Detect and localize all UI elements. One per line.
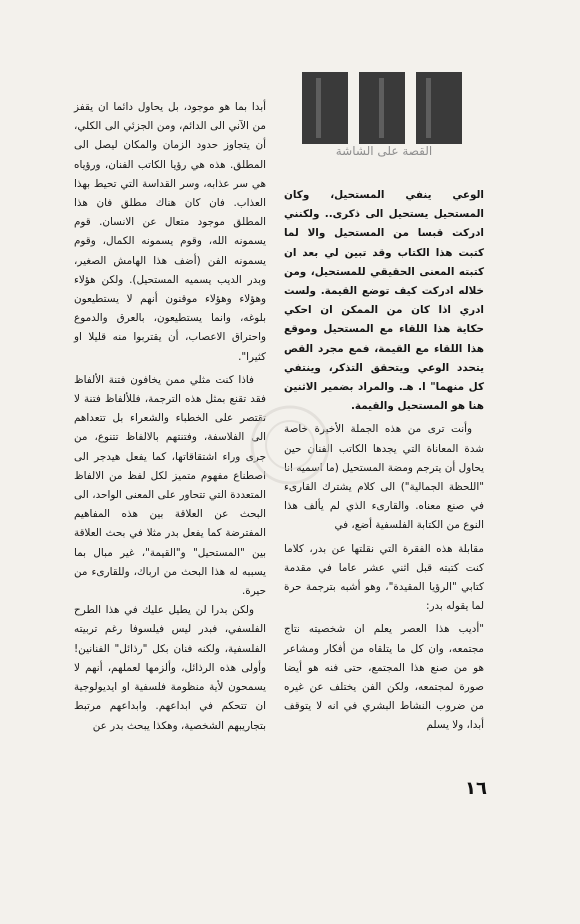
section-header-graphic — [302, 72, 462, 144]
paragraph: فاذا كنت مثلي ممن يخافون فتنة الألفاظ فقد تقنع بمثل هذه الترجمة، فللألفاظ فتنة لا تقتصر على الخطباء والشعراء بل تتعداهم الى الفلاسفة، وفتنتهم بالالفاظ تتنوع، من جرى وراء اشتقاقاتها، كما يفعل هيدجر الى اصطناع مفهوم متميز لكل لفظ من الالفاظ المتعددة التي تتحاور على المعنى الواحد، الى البحث عن العلاقة بين هذه المفاهيم المفترضة كما يفعل بدر مثلا في بحث العلاقة بين "المستحيل" و"القيمة"، غير مبال بما يسببه له هذا البحث من ارباك، وللقارىء من حيرة. — [74, 373, 266, 598]
left-column — [74, 98, 266, 736]
header-bar — [359, 72, 405, 144]
quote-paragraph: "أديب هذا العصر يعلم ان شخصيته نتاج مجتمعه، وان كل ما يتلقاه من أفكار ومشاعر هو من صنع هذا المجتمع، حتى فنه هو أيضا صورة لمجتمعه، ولكن الفن يختلف عن غيره من ضروب النشاط البشري في انه لا يتوقف أبدا، ولا يسلم — [284, 623, 484, 732]
header-bar — [302, 72, 348, 144]
right-column — [284, 186, 484, 736]
paragraph: أبدا بما هو موجود، بل يحاول دائما ان يقفز من الآني الى الدائم، ومن الجزئي الى الكلي، أن يتجاوز حدود الزمان والمكان ليصل الى المطلق. هذه هي رؤيا الكاتب الفنان، ورؤياه هي سر عذابه، وسر القداسة التي تحيط بهذا العذاب. فان كان هناك مطلق فان هذا المطلق موجود متعال عن الانسان. قوم يسمونه الله، وقوم يسمونه الكمال، وقوم يسمونه الفن (أضف هذا الهامش الصغير، وبدر الديب يسميه المستحيل). ولكن هؤلاء وهؤلاء وهؤلاء موقنون أنهم لا يستطيعون بلوغه، وانما يستطيعون، بالعرق والدموع واحتراق الاعصاب، أن يقتربوا منه قليلا او كثيرا". — [74, 101, 266, 363]
paragraph: مقابلة هذه الفقرة التي نقلتها عن بدر، كلاما كنت كتبته قبل اثني عشر عاما في مقدمة كتابي "الرؤيا المقيدة"، وهو أشبه بترجمة حرة لما يقوله بدر: — [284, 542, 484, 613]
section-title: القصة على الشاشة — [335, 144, 433, 158]
page-number: ١٦ — [465, 778, 487, 799]
paragraph: ولكن بدرا لن يطيل عليك في هذا الطرح الفلسفي، فبدر ليس فيلسوفا رغم تربيته الفلسفية، ولكنه فنان بكل "رذائل" الفنانين! وأولى هذه الرذائل، وألزمها لعملهم، أنهم لا يسمحون لأية منظومة فلسفية او ايديولوجية ان تتحكم في ابداعهم. وابداعهم مرتبط بتجاريبهم الشخصية، وهكذا يبحث بدر عن — [74, 604, 266, 732]
header-bar — [416, 72, 462, 144]
paragraph: الوعي ينفي المستحيل، وكان المستحيل يستحيل الى ذكرى.. ولكنني ادركت قبسا من المستحيل والا لما كتبت هذا الكتاب وقد تبين لي بعد ان كتبته المعنى الحقيقي للمستحيل، ومن خلاله ادركت كيف توضع القيمة. ولست ادري اذا كان من الممكن ان احكي حكاية هذا اللقاء مع المستحيل وموقع هذا اللقاء مع القيمة، فمع مجرد القص يتحدد الوعي ويتحقق التذكر، وينتفي كل منهما" ا. هـ. والمراد بضمير الاثنين هنا هو المستحيل والقيمة. — [284, 189, 484, 413]
paragraph: وأنت ترى من هذه الجملة الأخيرة خاصة شدة المعاناة التي يجدها الكاتب الفنان حين يحاول أن يترجم ومضة المستحيل (ما اسميه انا "اللحظة الجمالية") الى كلام يشترك القارىء في صنع معناه. والقارىء الذي لم يألف هذا النوع من الكتابة الفلسفية أضع، في — [284, 423, 484, 532]
